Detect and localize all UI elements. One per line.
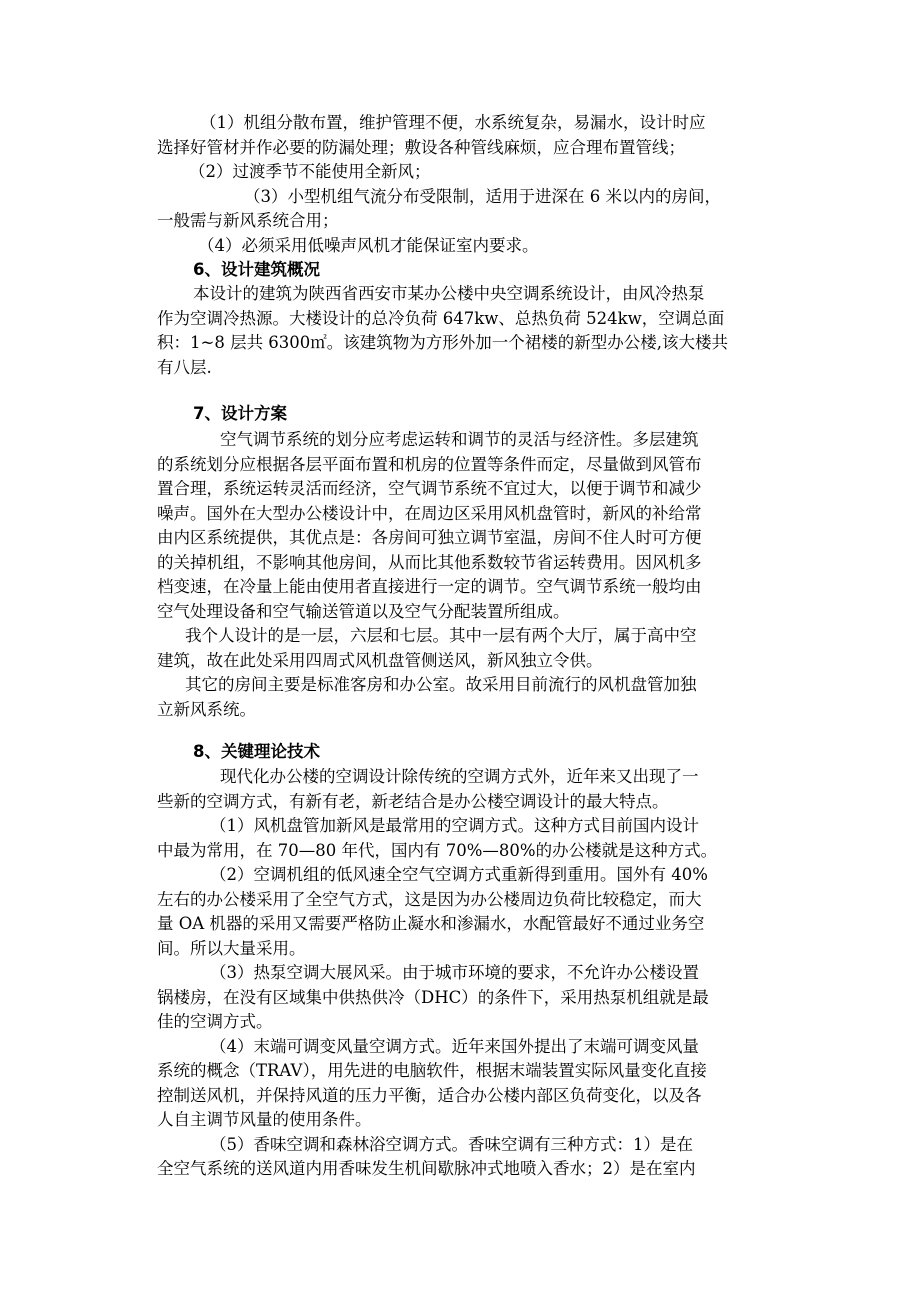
text-line: 作为空调冷热源。大楼设计的总冷负荷 647kw、总热负荷 524kw，空调总面 bbox=[157, 309, 725, 328]
text-line: （1）机组分散布置，维护管理不便，水系统复杂，易漏水，设计时应 bbox=[200, 113, 706, 132]
text-line: （2）过渡季节不能使用全新风； bbox=[189, 162, 431, 181]
text-line: 全空气系统的送风道内用香味发生机间歇脉冲式地喷入香水；2）是在室内 bbox=[157, 1159, 696, 1178]
text-line: （3）热泵空调大展风采。由于城市环境的要求，不允许办公楼设置 bbox=[210, 963, 699, 982]
text-line: 的系统划分应根据各层平面布置和机房的位置等条件而定，尽量做到风管布 bbox=[157, 455, 702, 474]
text-line: 佳的空调方式。 bbox=[157, 1012, 273, 1031]
text-line: 选择好管材并作必要的防漏处理；敷设各种管线麻烦，应合理布置管线； bbox=[157, 138, 685, 157]
text-line: 本设计的建筑为陕西省西安市某办公楼中央空调系统设计，由风冷热泵 bbox=[193, 284, 705, 303]
text-line: 空气调节系统的划分应考虑运转和调节的灵活与经济性。多层建筑 bbox=[220, 430, 699, 449]
text-line: （4）末端可调变风量空调方式。近年来国外提出了末端可调变风量 bbox=[210, 1037, 699, 1056]
text-line: 现代化办公楼的空调设计除传统的空调方式外，近年来又出现了一 bbox=[220, 767, 699, 786]
text-line: 积：1~8 层共 6300㎡。该建筑物为方形外加一个裙楼的新型办公楼,该大楼共 bbox=[157, 333, 729, 352]
text-line: 左右的办公楼采用了全空气方式，这是因为办公楼周边负荷比较稳定，而大 bbox=[157, 890, 702, 909]
section-heading: 6、设计建筑概况 bbox=[193, 260, 320, 279]
text-line: 间。所以大量采用。 bbox=[157, 939, 306, 958]
text-line: 中最为常用，在 70—80 年代，国内有 70%—80%的办公楼就是这种方式。 bbox=[157, 841, 718, 860]
text-line: 立新风系统。 bbox=[157, 700, 256, 719]
text-line: （1）风机盘管加新风是最常用的空调方式。这种方式目前国内设计 bbox=[210, 816, 699, 835]
text-line: 一般需与新风系统合用； bbox=[157, 211, 339, 230]
text-line: 控制送风机，并保持风道的压力平衡，适合办公楼内部区负荷变化，以及各 bbox=[157, 1086, 702, 1105]
text-line: 置合理，系统运转灵活而经济，空气调节系统不宜过大，以便于调节和减少 bbox=[157, 479, 702, 498]
text-line: 有八层. bbox=[157, 358, 212, 377]
text-line: 其它的房间主要是标准客房和办公室。故采用目前流行的风机盘管加独 bbox=[185, 675, 697, 694]
text-line: 建筑，故在此处采用四周式风机盘管侧送风，新风独立令供。 bbox=[157, 651, 603, 670]
text-line: 我个人设计的是一层，六层和七层。其中一层有两个大厅，属于高中空 bbox=[185, 626, 697, 645]
text-line: 人自主调节风量的使用条件。 bbox=[157, 1110, 372, 1129]
text-line: 空气处理设备和空气输送管道以及空气分配装置所组成。 bbox=[157, 602, 570, 621]
text-line: 噪声。国外在大型办公楼设计中，在周边区采用风机盘管时，新风的补给常 bbox=[157, 504, 702, 523]
text-line: （4）必须采用低噪声风机才能保证室内要求。 bbox=[198, 236, 539, 255]
text-line: 由内区系统提供，其优点是：各房间可独立调节室温，房间不住人时可方便 bbox=[157, 528, 702, 547]
text-line: 系统的概念（TRAV），用先进的电脑软件，根据末端装置实际风量变化直接 bbox=[157, 1061, 707, 1080]
text-line: （3）小型机组气流分布受限制，适用于进深在 6 米以内的房间， bbox=[244, 187, 721, 206]
section-heading: 8、关键理论技术 bbox=[193, 742, 320, 761]
text-line: 的关掉机组，不影响其他房间，从而比其他系数较节省运转费用。因风机多 bbox=[157, 553, 702, 572]
text-line: （5）香味空调和森林浴空调方式。香味空调有三种方式：1）是在 bbox=[210, 1135, 693, 1154]
text-line: 锅楼房，在没有区域集中供热供冷（DHC）的条件下，采用热泵机组就是最 bbox=[157, 988, 709, 1007]
text-line: 量 OA 机器的采用又需要严格防止凝水和渗漏水，水配管最好不通过业务空 bbox=[157, 914, 705, 933]
text-line: （2）空调机组的低风速全空气空调方式重新得到重用。国外有 40% bbox=[210, 865, 708, 884]
section-heading: 7、设计方案 bbox=[193, 404, 287, 423]
text-line: 档变速，在冷量上能由使用者直接进行一定的调节。空气调节系统一般均由 bbox=[157, 577, 702, 596]
text-line: 些新的空调方式，有新有老，新老结合是办公楼空调设计的最大特点。 bbox=[157, 792, 669, 811]
